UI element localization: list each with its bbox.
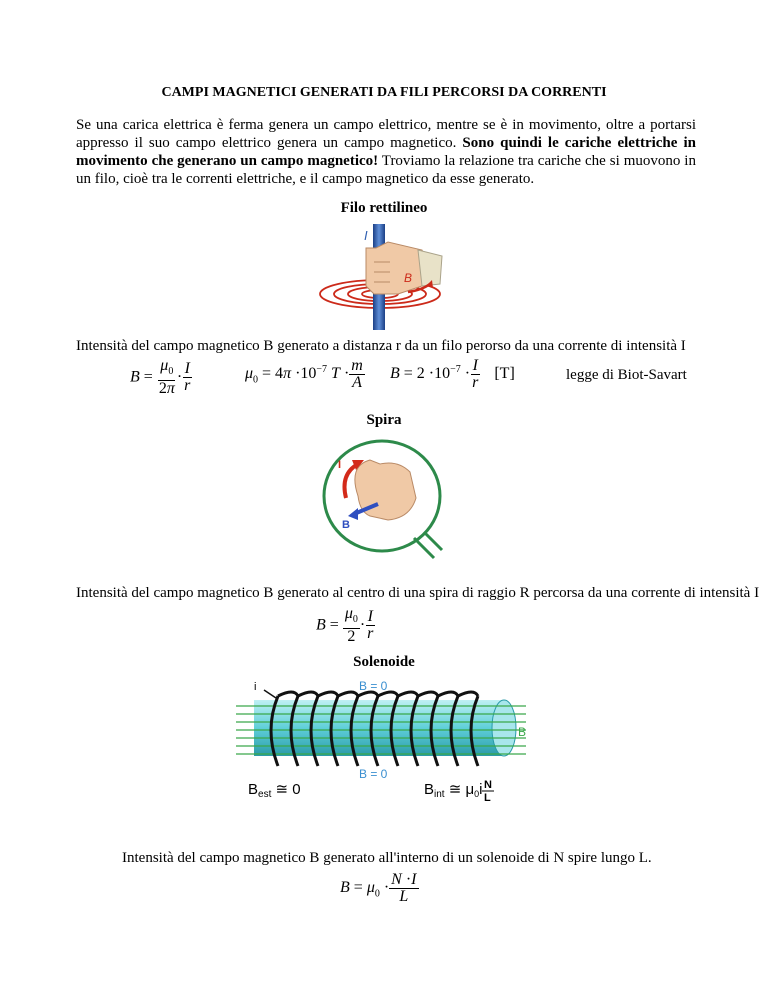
field-label: B (342, 519, 350, 531)
field-top-label: B = 0 (359, 679, 388, 693)
page-title: CAMPI MAGNETICI GENERATI DA FILI PERCORSI DA CORRENTI (161, 85, 607, 100)
loop-leads (414, 532, 442, 558)
intro-paragraph (76, 116, 696, 188)
unit-tesla: [T] (494, 365, 515, 383)
sleeve-shape (418, 250, 442, 286)
filo-rettilineo-figure (318, 222, 448, 330)
spira-caption: Intensità del campo magnetico B generato al centro di una spira di raggio R percorsa da una corrente di intensità I (76, 585, 760, 601)
formula-simplified: $B = 2 \cdot 10^{-7}$ · $\frac{I}{r}$ [T] (390, 357, 515, 391)
law-name: legge di Biot-Savart (566, 367, 687, 383)
spira-figure (318, 438, 448, 566)
b-est-label: $B_{est}$ ≅ 0 (248, 781, 301, 800)
current-label: I (338, 459, 342, 471)
formula-solenoide: $B = \mu_0$ · $\frac{N \cdot I}{L}$ (340, 871, 417, 905)
field-label: B (404, 271, 413, 285)
formula-spira: B = $\frac{\mu_0}{2}$ · $\frac{I}{r}$ (316, 605, 374, 646)
heading-solenoide: Solenoide (353, 654, 415, 670)
b-int-frac-den: L (484, 792, 491, 802)
intro-text-1: Se una carica elettrica è ferma genera un campo elettrico, mentre se è in movimento, oltre a portarsi appresso il suo campo elettrico genera un campo magnetico. (76, 117, 696, 151)
current-label: i (254, 681, 257, 693)
formula-biot-savart: B = $\frac{\mu_0}{2\pi}$ · $\frac{I}{r}$ (130, 357, 191, 398)
solenoide-caption: Intensità del campo magnetico B generato all'interno di un solenoide di N spire lungo L. (122, 850, 652, 866)
current-label: I (364, 228, 368, 243)
filo-caption: Intensità del campo magnetico B generato a distanza r da un filo perorso da una corrente di intensità I (76, 338, 686, 354)
solenoid-end (492, 700, 516, 756)
b-int-frac-num: N (484, 779, 492, 791)
solenoide-figure (234, 678, 534, 802)
field-bottom-label: B = 0 (359, 767, 388, 781)
formula-mu0: $\mu_0 = 4\pi \cdot 10^{-7}$ T · $\frac{m}{A}$ (245, 357, 363, 391)
b-int-label: $B_{int}$ ≅ $\mu_0i$ (424, 781, 483, 800)
heading-filo-rettilineo: Filo rettilineo (340, 200, 428, 216)
heading-spira: Spira (366, 412, 402, 428)
intro-text-2: Troviamo la relazione tra cariche che si muovono in un filo, cioè tra le correnti elettriche, e il campo magnetico da esse generato. (76, 153, 696, 187)
intro-text-bold: Sono quindi le cariche elettriche in movimento che generano un campo magnetico! (76, 135, 696, 169)
field-right-label: B (518, 725, 527, 739)
